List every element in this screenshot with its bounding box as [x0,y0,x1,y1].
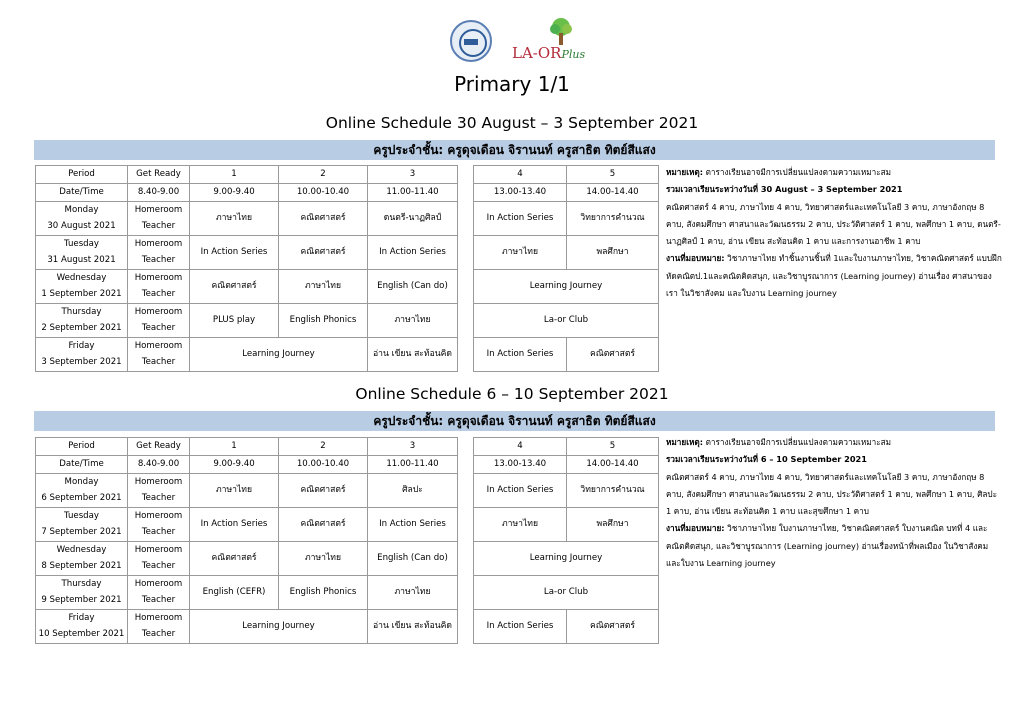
homeroom-cell: Homeroom Teacher [128,202,190,236]
total-periods-label: รวมเวลาเรียนระหว่างวันที่ 6 – 10 September 2021 [666,454,867,465]
subject-cell: In Action Series [190,236,279,270]
day-cell: Tuesday 31 August 2021 [36,236,128,270]
header-cell: 2 [279,166,368,184]
header-cell: 3 [368,166,458,184]
subject-cell: คณิตศาสตร์ [279,508,368,542]
homeroom-cell: Homeroom Teacher [128,508,190,542]
day-cell: Friday 3 September 2021 [36,338,128,372]
table-row [36,270,659,304]
subject-cell: Learning Journey [474,270,659,304]
header-cell: 2 [279,438,368,456]
assignment-text: งานที่มอบหมาย: วิชาภาษาไทย ทำชิ้นงานชิ้นที่ 1และใบงานภาษาไทย, วิชาคณิตศาสตร์ แบบฝึกหัดคณิตป.1และคณิตคิดสนุก, และวิชาบูรณาการ (Learning journey) อ่านเรื่อง ศาสนาของเรา ในวิชาสังคม และใบงาน Learning journey [666,253,1002,299]
subject-cell: คณิตศาสตร์ [567,338,659,372]
total-periods-text: คณิตศาสตร์ 4 คาบ, ภาษาไทย 4 คาบ, วิทยาศาสตร์และเทคโนโลยี 3 คาบ, ภาษาอังกฤษ 8 คาบ, สังคมศึกษา ศาสนาและวัฒนธรรม 2 คาบ, ประวัติศาสตร์ 1 คาบ, พลศึกษา 1 คาบ, ศิลปะ 1 คาบ, อ่าน เขียน สะท้อนคิด 1 คาบ และสุขศึกษา 1 คาบ [666,471,998,517]
time-row [36,184,659,202]
time-cell: 13.00-13.40 [474,184,567,202]
header-cell: 5 [567,438,659,456]
time-cell: Date/Time [36,184,128,202]
homeroom-cell: Homeroom Teacher [128,270,190,304]
subject-cell: อ่าน เขียน สะท้อนคิด [368,610,458,644]
subject-cell: In Action Series [474,338,567,372]
subject-cell: ภาษาไทย [279,270,368,304]
subject-cell: English (Can do) [368,542,458,576]
time-cell: 10.00-10.40 [279,184,368,202]
subject-cell: วิทยาการคำนวณ [567,474,659,508]
school-seal-logo [450,20,492,62]
remark-line: หมายเหตุ: ตารางเรียนอาจมีการเปลี่ยนแปลงตามความเหมาะสม [666,167,892,177]
subject-cell: In Action Series [368,236,458,270]
time-cell: 14.00-14.40 [567,184,659,202]
subject-cell: ภาษาไทย [190,202,279,236]
table-row [36,236,659,270]
schedule-table [35,437,659,644]
homeroom-teacher-band: ครูประจำชั้น: ครูดุจเดือน จิรานนท์ ครูสาธิต ทิตย์สีแสง [34,411,995,431]
header-cell: 1 [190,438,279,456]
day-cell: Thursday 9 September 2021 [36,576,128,610]
homeroom-teacher-band: ครูประจำชั้น: ครูดุจเดือน จิรานนท์ ครูสาธิต ทิตย์สีแสง [34,140,995,160]
subject-cell: คณิตศาสตร์ [279,474,368,508]
table-row [36,576,659,610]
homeroom-cell: Homeroom Teacher [128,338,190,372]
subject-cell: Learning Journey [190,338,368,372]
header-cell: 1 [190,166,279,184]
subject-cell: ดนตรี-นาฏศิลป์ [368,202,458,236]
subject-cell: In Action Series [190,508,279,542]
header-cell: Period [36,166,128,184]
header-cell: 4 [474,166,567,184]
lunch-gap [458,166,474,372]
subject-cell: คณิตศาสตร์ [190,542,279,576]
table-row [36,202,659,236]
subject-cell: พลศึกษา [567,508,659,542]
time-cell: 11.00-11.40 [368,456,458,474]
subject-cell: Learning Journey [474,542,659,576]
time-cell: 10.00-10.40 [279,456,368,474]
subject-cell: คณิตศาสตร์ [279,202,368,236]
total-periods-label: รวมเวลาเรียนระหว่างวันที่ 30 August – 3 September 2021 [666,184,903,195]
subject-cell: ภาษาไทย [368,304,458,338]
subject-cell: ภาษาไทย [368,576,458,610]
schedule-notes [666,434,1002,572]
day-cell: Thursday 2 September 2021 [36,304,128,338]
subject-cell: วิทยาการคำนวณ [567,202,659,236]
subject-cell: English (CEFR) [190,576,279,610]
subject-cell: La-or Club [474,304,659,338]
subject-cell: ศิลปะ [368,474,458,508]
header-cell: 3 [368,438,458,456]
subject-cell: In Action Series [474,474,567,508]
time-cell: 9.00-9.40 [190,456,279,474]
subject-cell: In Action Series [474,610,567,644]
tree-logo-icon [546,16,576,46]
header-cell: Get Ready [128,166,190,184]
homeroom-cell: Homeroom Teacher [128,236,190,270]
time-cell: 13.00-13.40 [474,456,567,474]
assignment-text: งานที่มอบหมาย: วิชาภาษาไทย ใบงานภาษาไทย, วิชาคณิตศาสตร์ ใบงานคณิต บทที่ 4 และ คณิตคิดสนุก, และวิชาบูรณาการ (Learning journey) อ่านเรื่องหน้าที่พลเมือง ในวิชาสังคม และใบงาน Learning journey [666,523,989,569]
time-cell: 14.00-14.40 [567,456,659,474]
day-cell: Wednesday 8 September 2021 [36,542,128,576]
subject-cell: English Phonics [279,304,368,338]
table-row [36,474,659,508]
subject-cell: English (Can do) [368,270,458,304]
schedule-title: Online Schedule 6 – 10 September 2021 [355,385,669,403]
subject-cell: In Action Series [368,508,458,542]
subject-cell: ภาษาไทย [474,236,567,270]
header-logos [0,14,1024,68]
subject-cell: คณิตศาสตร์ [567,610,659,644]
day-cell: Friday 10 September 2021 [36,610,128,644]
schedule-notes [666,164,1002,302]
subject-cell: In Action Series [474,202,567,236]
table-row [36,338,659,372]
subject-cell: PLUS play [190,304,279,338]
time-row [36,456,659,474]
lunch-gap [458,438,474,644]
total-periods-text: คณิตศาสตร์ 4 คาบ, ภาษาไทย 4 คาบ, วิทยาศาสตร์และเทคโนโลยี 3 คาบ, ภาษาอังกฤษ 8 คาบ, สังคมศึกษา ศาสนาและวัฒนธรรม 2 คาบ, ประวัติศาสตร์ 1 คาบ, พลศึกษา 1 คาบ, ดนตรี-นาฏศิลป์ 1 คาบ, อ่าน เขียน สะท้อนคิด 1 คาบ และการงานอาชีพ 1 คาบ [666,201,1001,247]
header-cell: Period [36,438,128,456]
header-cell: 5 [567,166,659,184]
page-title: Primary 1/1 [454,72,570,96]
brand-logo: LA-ORPlus [512,44,586,62]
homeroom-cell: Homeroom Teacher [128,474,190,508]
subject-cell: ภาษาไทย [190,474,279,508]
subject-cell: คณิตศาสตร์ [190,270,279,304]
table-row [36,304,659,338]
homeroom-cell: Homeroom Teacher [128,610,190,644]
day-cell: Monday 30 August 2021 [36,202,128,236]
subject-cell: English Phonics [279,576,368,610]
table-header-row [36,438,659,456]
remark-line: หมายเหตุ: ตารางเรียนอาจมีการเปลี่ยนแปลงตามความเหมาะสม [666,437,892,447]
time-cell: 8.40-9.00 [128,456,190,474]
day-cell: Wednesday 1 September 2021 [36,270,128,304]
schedule-title: Online Schedule 30 August – 3 September 2021 [325,114,699,132]
subject-cell: Learning Journey [190,610,368,644]
homeroom-cell: Homeroom Teacher [128,576,190,610]
table-header-row [36,166,659,184]
time-cell: Date/Time [36,456,128,474]
header-cell: 4 [474,438,567,456]
header-cell: Get Ready [128,438,190,456]
subject-cell: อ่าน เขียน สะท้อนคิด [368,338,458,372]
table-row [36,610,659,644]
subject-cell: La-or Club [474,576,659,610]
day-cell: Monday 6 September 2021 [36,474,128,508]
subject-cell: ภาษาไทย [279,542,368,576]
day-cell: Tuesday 7 September 2021 [36,508,128,542]
subject-cell: คณิตศาสตร์ [279,236,368,270]
time-cell: 8.40-9.00 [128,184,190,202]
time-cell: 9.00-9.40 [190,184,279,202]
subject-cell: ภาษาไทย [474,508,567,542]
time-cell: 11.00-11.40 [368,184,458,202]
schedule-table [35,165,659,372]
homeroom-cell: Homeroom Teacher [128,304,190,338]
table-row [36,542,659,576]
table-row [36,508,659,542]
subject-cell: พลศึกษา [567,236,659,270]
homeroom-cell: Homeroom Teacher [128,542,190,576]
